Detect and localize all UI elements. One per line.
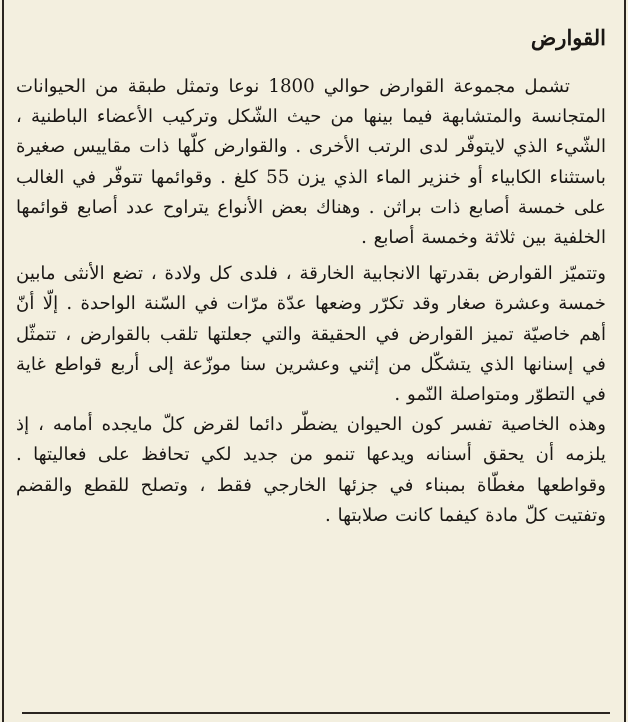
paragraph-reproduction: وتتميّز القوارض بقدرتها الانجابية الخارقة ، فلدى كل ولادة ، تضع الأنثى مابين خمسة وعشرة صغار وقد تكرّر وضعها عدّة مرّات في السّنة الواحدة . إلّا أنّ أهم خاصيّة تميز القوارض في الحقيقة والتي جعلتها تلقب بالقوارض ، تتمثّل في إسنانها الذي يتشكّل من إثني وعشرين سنا موزّعة إلى أربع قواطع غاية في التطوّر ومتواصلة النّمو . (16, 263, 606, 406)
paragraph-teeth: وهذه الخاصية تفسر كون الحيوان يضطّر دائما لقرض كلّ مايجده أمامه ، إذ يلزمه أن يحقق أسنانه ويدعها تنمو من جديد لكي تحافظ على فعاليتها . وقواطعها مغطّاة بمبناء في جزئها الخارجي فقط ، وتصلح للقطع والقضم وتفتيت كلّ مادة كيفما كانت صلابتها . (16, 414, 606, 526)
page-title: القوارض (530, 25, 606, 50)
article-body (16, 72, 606, 531)
right-border-line (624, 0, 626, 722)
bottom-divider (22, 712, 610, 714)
paragraph-intro: تشمل مجموعة القوارض حوالي 1800 نوعا وتمثل طبقة من الحيوانات المتجانسة والمتشابهة فيما بينها من حيث الشّكل وتركيب الأعضاء الباطنية ، الشّيء الذي لايتوفّر لدى الرتب الأخرى . والقوارض كلّها ذات مقاييس صغيرة باستثناء الكابياء أو خنزير الماء الذي يزن 55 كلغ . وقوائمها تتوفّر في الغالب على خمسة أصابع ذات براثن . وهناك بعض الأنواع يتراوح عدد أصابع قوائمها الخلفية بين ثلاثة وخمسة أصابع . (16, 76, 606, 249)
left-border-line (2, 0, 4, 722)
